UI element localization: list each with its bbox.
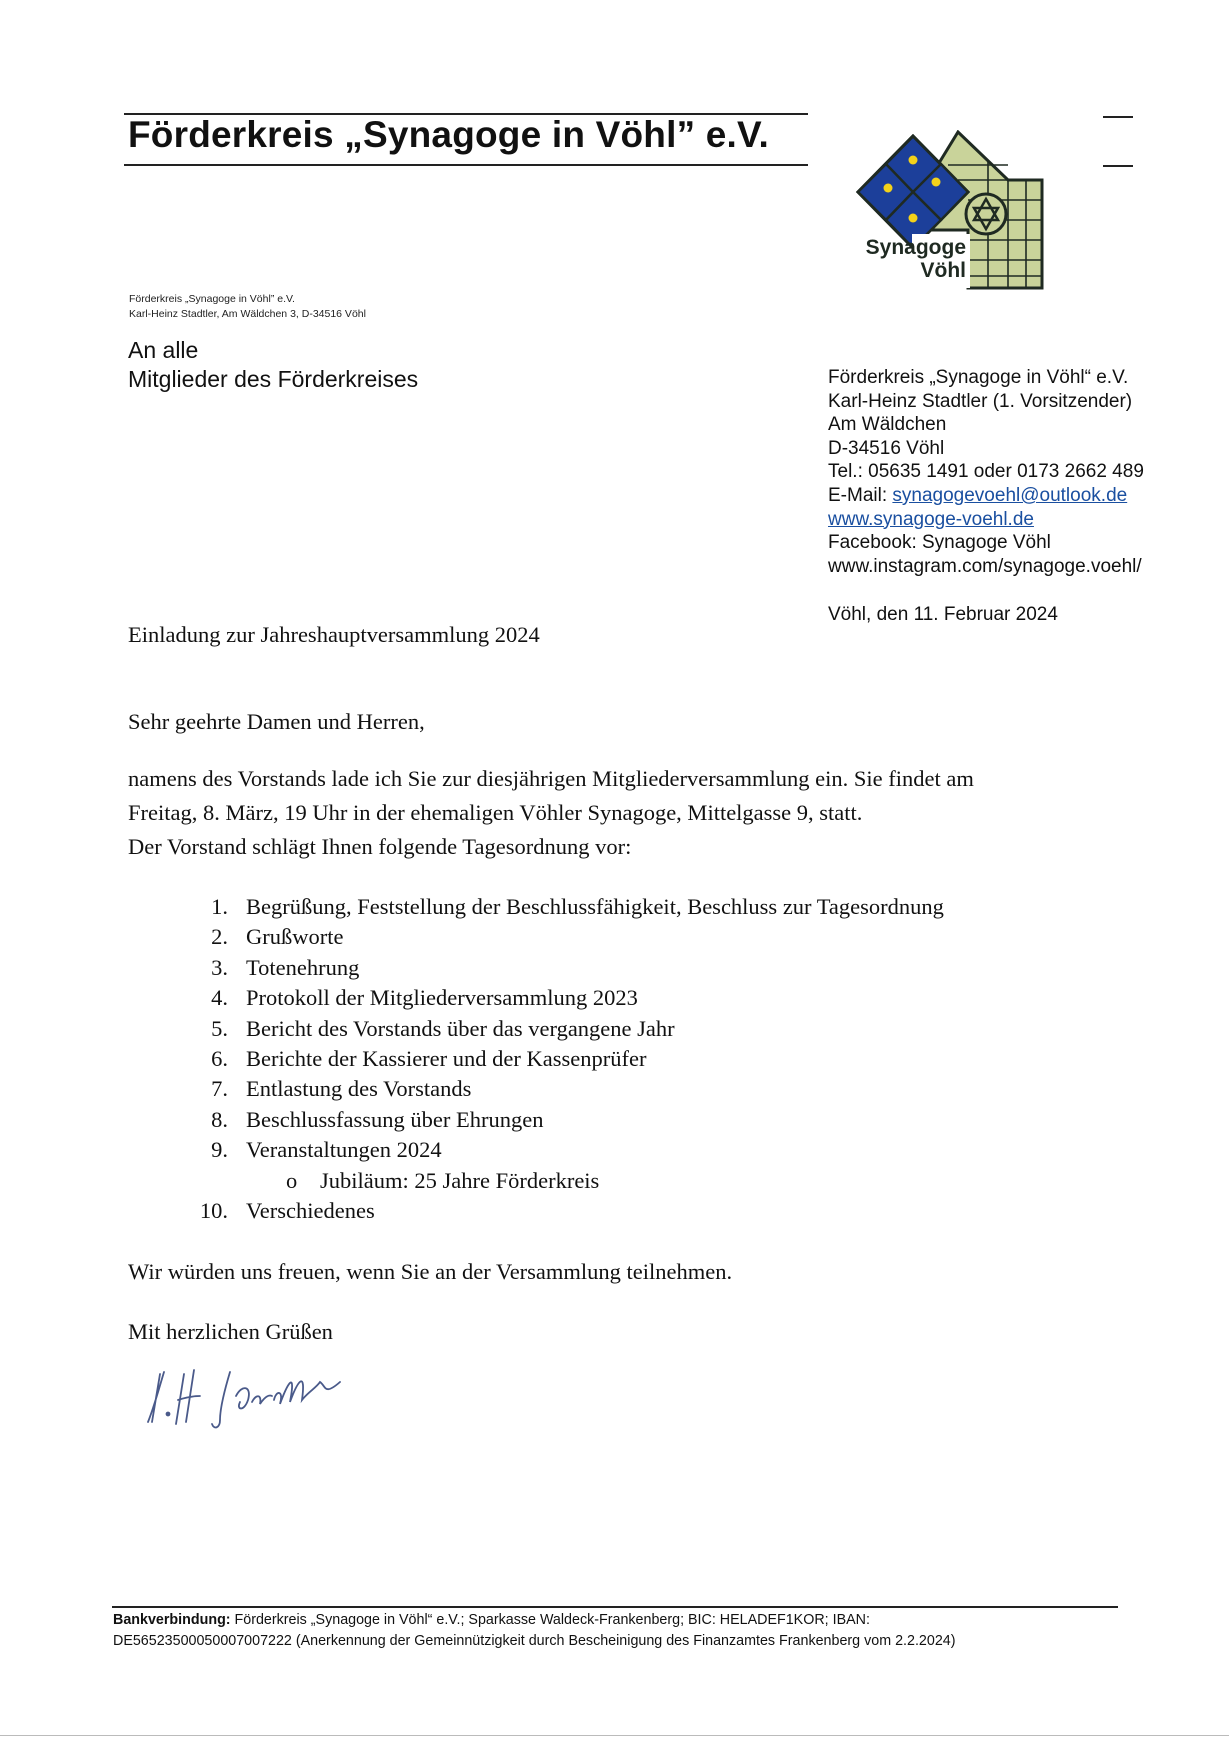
agenda-label: Veranstaltungen 2024 (246, 1137, 442, 1163)
star-of-david-icon (966, 194, 1006, 234)
signature-graphic (140, 1352, 370, 1432)
fold-mark-top (1103, 116, 1133, 118)
contact-org: Förderkreis „Synagoge in Vöhl“ e.V. (828, 367, 1129, 388)
contact-email-row (828, 484, 1144, 508)
agenda-label: Verschiedenes (246, 1197, 375, 1223)
footer-bank-details: Förderkreis „Synagoge in Vöhl“ e.V.; Sparkasse Waldeck-Frankenberg; BIC: HELADEF1KOR; IBAN: (230, 1612, 870, 1628)
agenda-number: 7. (211, 1076, 228, 1102)
contact-block (828, 366, 1144, 578)
agenda-number: 4. (211, 985, 228, 1011)
synagoge-voehl-logo (838, 130, 1048, 290)
paragraph-line-1: namens des Vorstands lade ich Sie zur diesjährigen Mitgliederversammlung ein. Sie findet am (128, 766, 974, 791)
agenda-label: Grußworte (246, 924, 344, 950)
contact-name: Karl-Heinz Stadtler (1. Vorsitzender) (828, 390, 1133, 412)
salutation: Sehr geehrte Damen und Herren, (128, 709, 425, 734)
recipient-line-1: An alle (128, 337, 199, 363)
contact-email-label: E-Mail: (828, 484, 893, 506)
agenda-number: 3. (211, 954, 228, 980)
agenda-number: 1. (211, 894, 228, 919)
agenda-label: Beschlussfassung über Ehrungen (246, 1106, 544, 1132)
contact-website-link[interactable]: www.synagoge-voehl.de (828, 508, 1034, 530)
agenda-label: Totenehrung (246, 954, 360, 980)
contact-email-link[interactable]: synagogevoehl@outlook.de (892, 484, 1128, 506)
sender-line-1: Förderkreis „Synagoge in Vöhl” e.V. (129, 293, 295, 305)
letter-subject: Einladung zur Jahreshauptversammlung 2024 (128, 622, 540, 647)
logo-graphic (838, 130, 1048, 290)
contact-street: Am Wäldchen (828, 414, 947, 436)
agenda-number: 10. (199, 1197, 228, 1223)
paragraph-line-2: Freitag, 8. März, 19 Uhr in der ehemaligen Vöhler Synagoge, Mittelgasse 9, statt. (128, 800, 863, 825)
footer-bank-label: Bankverbindung: (113, 1612, 231, 1628)
agenda-label: Berichte der Kassierer und der Kassenprüfer (246, 1045, 647, 1071)
agenda-label: Entlastung des Vorstands (246, 1076, 472, 1102)
contact-city: D-34516 Vöhl (828, 437, 945, 459)
recipient-line-2: Mitglieder des Förderkreises (128, 366, 419, 392)
agenda-number: 5. (211, 1015, 228, 1041)
contact-instagram: www.instagram.com/synagoge.voehl/ (828, 555, 1142, 577)
sender-line-2: Karl-Heinz Stadtler, Am Wäldchen 3, D-34516 Vöhl (129, 308, 366, 320)
contact-phone: Tel.: 05635 1491 oder 0173 2662 489 (828, 461, 1144, 483)
org-title: Förderkreis „Synagoge in Vöhl” e.V. (128, 114, 769, 155)
agenda-label: Begrüßung, Feststellung der Beschlussfähigkeit, Beschluss zur Tagesordnung (246, 894, 944, 919)
letter-date: Vöhl, den 11. Februar 2024 (828, 604, 1058, 625)
agenda-subitem-label: Jubiläum: 25 Jahre Förderkreis (320, 1167, 600, 1193)
agenda-number: 2. (211, 924, 228, 950)
fold-mark-bottom (1103, 165, 1133, 167)
agenda-number: 9. (211, 1137, 228, 1163)
bullet-circle-icon: o (286, 1167, 298, 1193)
agenda-number: 8. (211, 1106, 228, 1132)
logo-text-line1: Synagoge (865, 236, 966, 259)
contact-facebook: Facebook: Synagoge Vöhl (828, 532, 1051, 554)
closing-line: Wir würden uns freuen, wenn Sie an der Versammlung teilnehmen. (128, 1259, 733, 1284)
logo-text-line2: Vöhl (920, 259, 966, 282)
footer-rule (112, 1606, 1118, 1608)
footer-line-2: DE56523500050007007222 (Anerkennung der Gemeinnützigkeit durch Bescheinigung des Finanzamtes Frankenberg vom 2.2.2024) (113, 1633, 956, 1649)
greeting: Mit herzlichen Grüßen (128, 1319, 333, 1344)
agenda-label: Bericht des Vorstands über das vergangene Jahr (246, 1015, 675, 1041)
handwritten-signature (140, 1352, 370, 1432)
agenda-label: Protokoll der Mitgliederversammlung 2023 (246, 985, 638, 1011)
footer-line-1 (113, 1612, 870, 1628)
paragraph-line-3: Der Vorstand schlägt Ihnen folgende Tagesordnung vor: (128, 834, 632, 859)
agenda-number: 6. (211, 1045, 228, 1071)
scan-edge-line (0, 1735, 1229, 1736)
header-rule-bottom (124, 164, 808, 166)
